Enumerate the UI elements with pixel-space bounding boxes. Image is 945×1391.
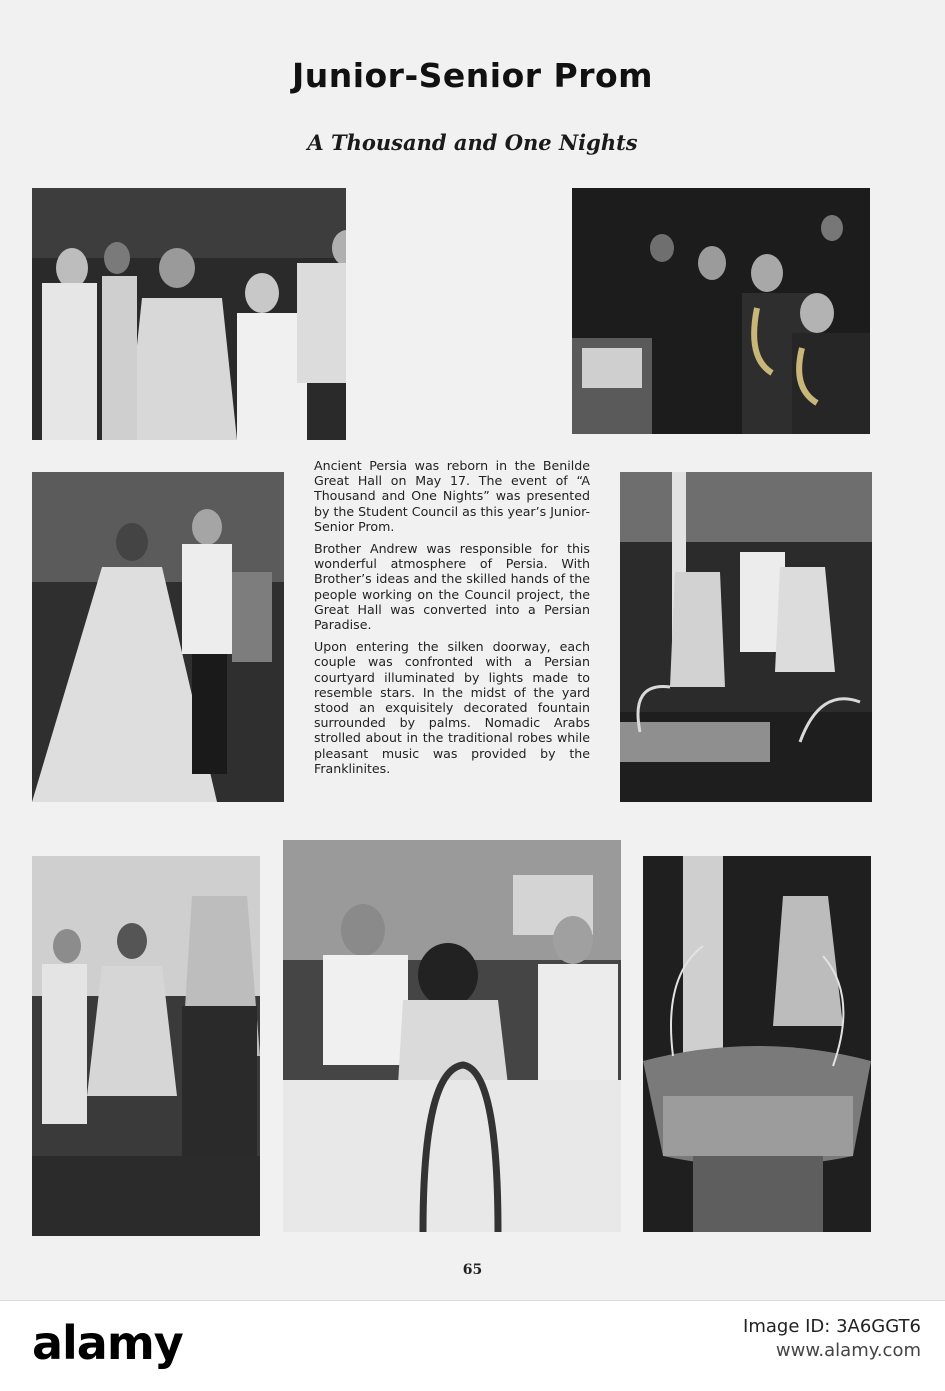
article-paragraph: Upon entering the silken doorway, each couple was confronted with a Persian courtyard illuminated by lights made to resemble stars. In the midst of the yard stood an exquisitely decorated fountain surrounded by palms. Nomadic Arabs strolled about in the traditional robes while pleasant music was provided by the Franklinites.: [314, 639, 590, 776]
photo-arab-costume: [32, 856, 260, 1236]
photo-band-saxophones: [572, 188, 870, 434]
photo-dinner-table: [283, 840, 621, 1232]
article-paragraph: Brother Andrew was responsible for this wonderful atmosphere of Persia. With Brother’s ideas and the skilled hands of the people working on the Council project, the Great Hall was converted into a Persian Paradise.: [314, 541, 590, 633]
stock-info: [743, 1315, 921, 1363]
photo-mosaic-fountain: [643, 856, 871, 1232]
image-id: Image ID: 3A6GGT6: [743, 1316, 921, 1337]
brand-logo: alamy: [32, 1316, 183, 1370]
article-text: [314, 458, 590, 783]
page-number: 65: [462, 1262, 483, 1278]
photo-couple-ballgown: [32, 472, 284, 802]
article-paragraph: Ancient Persia was reborn in the Benilde Great Hall on May 17. The event of “A Thousand and One Nights” was presented by the Student Council as this year’s Junior-Senior Prom.: [314, 458, 590, 534]
photo-fountain-dancers: [620, 472, 872, 802]
site-url: www.alamy.com: [775, 1340, 921, 1361]
photo-couples-dancing: [32, 188, 346, 440]
page-title: Junior-Senior Prom: [291, 56, 654, 95]
watermark-footer: [0, 1300, 945, 1391]
page-subtitle: A Thousand and One Nights: [307, 130, 638, 155]
